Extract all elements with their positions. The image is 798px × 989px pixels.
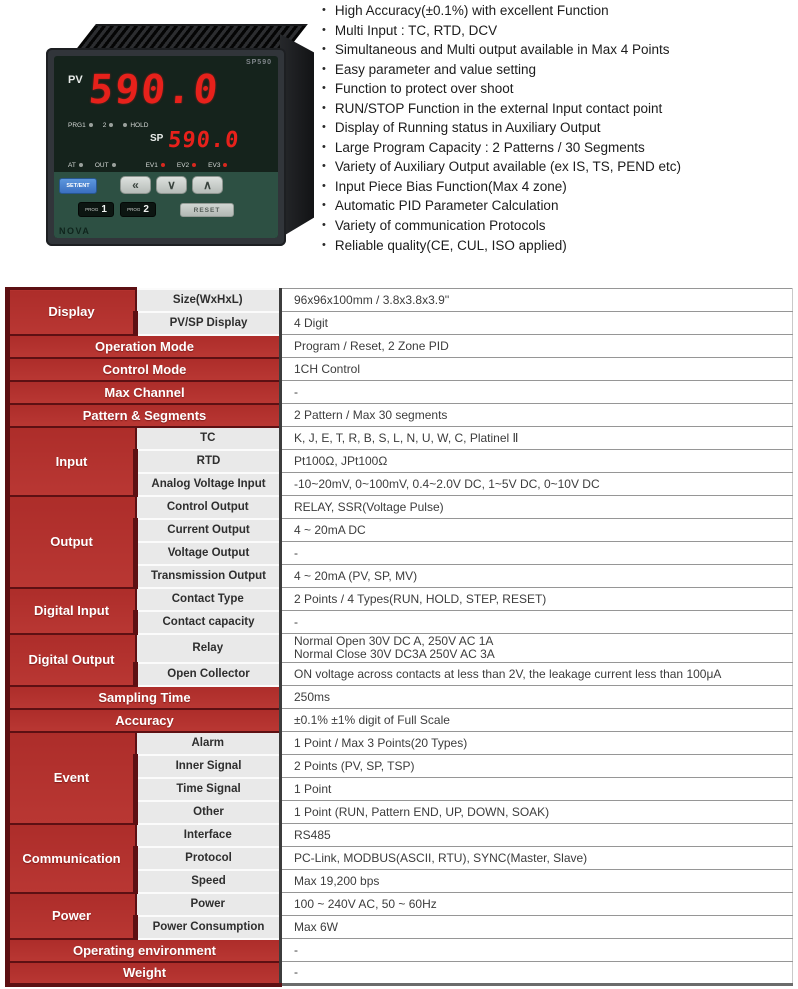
feature-list — [320, 1, 790, 255]
table-row — [8, 427, 793, 450]
spec-sub-label: Alarm — [136, 732, 281, 755]
spec-value: 4 ~ 20mA (PV, SP, MV) — [281, 565, 793, 588]
feature-item — [320, 99, 790, 119]
spec-group-label: Pattern & Segments — [8, 404, 281, 427]
spec-sub-label: Interface — [136, 824, 281, 847]
spec-value: 1CH Control — [281, 358, 793, 381]
spec-sub-label: Voltage Output — [136, 542, 281, 565]
bullet-icon: • — [322, 23, 326, 36]
bullet-icon: • — [322, 140, 326, 153]
spec-group-label: Weight — [8, 962, 281, 985]
indicator-dot — [109, 123, 113, 127]
prog-label: PROG — [127, 207, 141, 212]
bullet-icon: • — [322, 219, 326, 232]
spec-value: PC-Link, MODBUS(ASCII, RTU), SYNC(Master, Slave) — [281, 847, 793, 870]
spec-sub-label: Contact Type — [136, 588, 281, 611]
feature-text: Easy parameter and value setting — [334, 61, 536, 77]
spec-sub-label: Analog Voltage Input — [136, 473, 281, 496]
spec-sub-label: Other — [136, 801, 281, 824]
feature-item — [320, 60, 790, 80]
spec-value: - — [281, 611, 793, 634]
feature-item — [320, 40, 790, 60]
spec-group-label: Communication — [8, 824, 136, 893]
spec-value: 1 Point (RUN, Pattern END, UP, DOWN, SOAK) — [281, 801, 793, 824]
spec-value: 96x96x100mm / 3.8x3.8x3.9'' — [281, 289, 793, 312]
spec-group-label: Event — [8, 732, 136, 824]
spec-value: RELAY, SSR(Voltage Pulse) — [281, 496, 793, 519]
feature-text: High Accuracy(±0.1%) with excellent Function — [334, 3, 609, 18]
spec-sub-label: Transmission Output — [136, 565, 281, 588]
table-row — [8, 686, 793, 709]
bullet-icon: • — [322, 4, 326, 16]
pv-value: 590.0 — [86, 67, 222, 113]
device-model-label: SP590 — [245, 59, 272, 66]
spec-value: RS485 — [281, 824, 793, 847]
bullet-icon: • — [322, 199, 326, 212]
feature-item — [320, 177, 790, 197]
spec-value: Max 6W — [281, 916, 793, 939]
spec-value: - — [281, 939, 793, 962]
spec-sub-label: Contact capacity — [136, 611, 281, 634]
bullet-icon: • — [322, 43, 326, 56]
table-row — [8, 496, 793, 519]
feature-text: Input Piece Bias Function(Max 4 zone) — [334, 178, 567, 194]
spec-group-label: Operation Mode — [8, 335, 281, 358]
bullet-icon: • — [322, 121, 326, 134]
feature-text: Variety of communication Protocols — [334, 218, 546, 234]
table-row — [8, 358, 793, 381]
prog1-number: 1 — [101, 203, 107, 215]
prog2-number: 2 — [143, 203, 149, 215]
indicator-label: AT — [68, 162, 83, 169]
feature-text: Simultaneous and Multi output available in Max 4 Points — [334, 42, 670, 58]
reset-button: RESET — [180, 203, 234, 217]
pv-display — [68, 67, 222, 113]
spec-sub-label: Speed — [136, 870, 281, 893]
table-row — [8, 962, 793, 985]
feature-text: RUN/STOP Function in the external Input contact point — [334, 100, 663, 116]
feature-item — [320, 118, 790, 138]
indicator-label: EV3 — [208, 162, 227, 169]
indicator-dot — [192, 163, 196, 167]
spec-sub-label: PV/SP Display — [136, 312, 281, 335]
spec-value: K, J, E, T, R, B, S, L, N, U, W, C, Platinel Ⅱ — [281, 427, 793, 450]
spec-value: 250ms — [281, 686, 793, 709]
spec-value: -10~20mV, 0~100mV, 0.4~2.0V DC, 1~5V DC, 0~10V DC — [281, 473, 793, 496]
up-arrow-button: ∧ — [192, 176, 223, 194]
spec-value: 2 Points (PV, SP, TSP) — [281, 755, 793, 778]
table-row — [8, 939, 793, 962]
bullet-icon: • — [322, 179, 326, 192]
spec-group-label: Accuracy — [8, 709, 281, 732]
table-row — [8, 893, 793, 916]
indicator-dot — [89, 123, 93, 127]
spec-sub-label: TC — [136, 427, 281, 450]
spec-value: Normal Open 30V DC A, 250V AC 1A Normal Close 30V DC3A 250V AC 3A — [281, 634, 793, 663]
feature-text: Multi Input : TC, RTD, DCV — [334, 22, 498, 38]
spec-value: Max 19,200 bps — [281, 870, 793, 893]
status-indicator-row-2 — [68, 162, 272, 169]
spec-value: 4 Digit — [281, 312, 793, 335]
bullet-icon: • — [322, 160, 326, 173]
indicator-label: 2 — [103, 122, 114, 129]
feature-item — [320, 236, 790, 256]
spec-group-label: Digital Input — [8, 588, 136, 634]
indicator-label: EV2 — [177, 162, 196, 169]
table-row — [8, 824, 793, 847]
spec-value: 1 Point / Max 3 Points(20 Types) — [281, 732, 793, 755]
feature-item — [320, 1, 790, 21]
spec-value: ±0.1% ±1% digit of Full Scale — [281, 709, 793, 732]
table-row — [8, 335, 793, 358]
feature-item — [320, 216, 790, 236]
indicator-label: HOLD — [123, 122, 148, 129]
sp-value: 590.0 — [167, 128, 241, 153]
table-row — [8, 709, 793, 732]
table-row — [8, 404, 793, 427]
down-arrow-button: ∨ — [156, 176, 187, 194]
indicator-dot — [112, 163, 116, 167]
shift-left-button: « — [120, 176, 151, 194]
spec-sub-label: Power Consumption — [136, 916, 281, 939]
table-row — [8, 732, 793, 755]
spec-group-label: Digital Output — [8, 634, 136, 686]
product-image — [46, 22, 314, 248]
indicator-dot — [123, 123, 127, 127]
feature-item — [320, 196, 790, 216]
spec-sub-label: Control Output — [136, 496, 281, 519]
spec-value: 4 ~ 20mA DC — [281, 519, 793, 542]
feature-text: Variety of Auxiliary Output available (ex IS, TS, PEND etc) — [334, 159, 682, 175]
spec-sub-label: Current Output — [136, 519, 281, 542]
spec-value: Pt100Ω, JPt100Ω — [281, 450, 793, 473]
feature-item — [320, 138, 790, 158]
device-front-panel — [46, 48, 286, 246]
spec-value: Program / Reset, 2 Zone PID — [281, 335, 793, 358]
indicator-label: EV1 — [146, 162, 165, 169]
spec-group-label: Sampling Time — [8, 686, 281, 709]
feature-item — [320, 157, 790, 177]
pv-label: PV — [68, 74, 83, 86]
spec-sub-label: Time Signal — [136, 778, 281, 801]
status-indicator-row-1 — [68, 122, 148, 129]
feature-text: Automatic PID Parameter Calculation — [334, 198, 559, 214]
spec-group-label: Display — [8, 289, 136, 335]
feature-text: Function to protect over shoot — [334, 81, 514, 97]
spec-group-label: Input — [8, 427, 136, 496]
indicator-dot — [223, 163, 227, 167]
set-ent-button: SET/ENT — [59, 178, 97, 194]
prog2-button — [120, 202, 156, 217]
feature-text: Display of Running status in Auxiliary Output — [334, 120, 601, 136]
table-row — [8, 381, 793, 404]
spec-sub-label: Open Collector — [136, 663, 281, 686]
bullet-icon: • — [322, 101, 326, 114]
spec-sub-label: Inner Signal — [136, 755, 281, 778]
spec-value: ON voltage across contacts at less than 2V, the leakage current less than 100μA — [281, 663, 793, 686]
spec-group-label: Operating environment — [8, 939, 281, 962]
feature-item — [320, 21, 790, 41]
bullet-icon: • — [322, 82, 326, 95]
device-display-face — [54, 56, 278, 238]
prog-label: PROG — [85, 207, 99, 212]
prog1-button — [78, 202, 114, 217]
feature-item — [320, 79, 790, 99]
spec-sub-label: Relay — [136, 634, 281, 663]
spec-value: 2 Pattern / Max 30 segments — [281, 404, 793, 427]
spec-value: 100 ~ 240V AC, 50 ~ 60Hz — [281, 893, 793, 916]
sp-label: SP — [150, 133, 164, 144]
brand-logo: NOVA — [59, 226, 91, 236]
bullet-icon: • — [322, 238, 326, 251]
spec-table — [5, 287, 793, 987]
spec-group-label: Output — [8, 496, 136, 588]
spec-sub-label: RTD — [136, 450, 281, 473]
indicator-label: OUT — [95, 162, 116, 169]
spec-group-label: Power — [8, 893, 136, 939]
spec-sub-label: Power — [136, 893, 281, 916]
spec-sub-label: Protocol — [136, 847, 281, 870]
spec-value: 2 Points / 4 Types(RUN, HOLD, STEP, RESET) — [281, 588, 793, 611]
indicator-dot — [79, 163, 83, 167]
spec-value: 1 Point — [281, 778, 793, 801]
spec-value: - — [281, 962, 793, 985]
feature-text: Reliable quality(CE, CUL, ISO applied) — [334, 237, 567, 253]
spec-value: - — [281, 542, 793, 565]
bullet-icon: • — [322, 62, 326, 75]
table-row — [8, 289, 793, 312]
spec-value: - — [281, 381, 793, 404]
indicator-dot — [161, 163, 165, 167]
feature-text: Large Program Capacity : 2 Patterns / 30 Segments — [334, 139, 645, 155]
spec-group-label: Control Mode — [8, 358, 281, 381]
sp-display — [150, 130, 240, 152]
table-row — [8, 634, 793, 663]
spec-sub-label: Size(WxHxL) — [136, 289, 281, 312]
spec-group-label: Max Channel — [8, 381, 281, 404]
indicator-label: PRG1 — [68, 122, 93, 129]
table-row — [8, 588, 793, 611]
